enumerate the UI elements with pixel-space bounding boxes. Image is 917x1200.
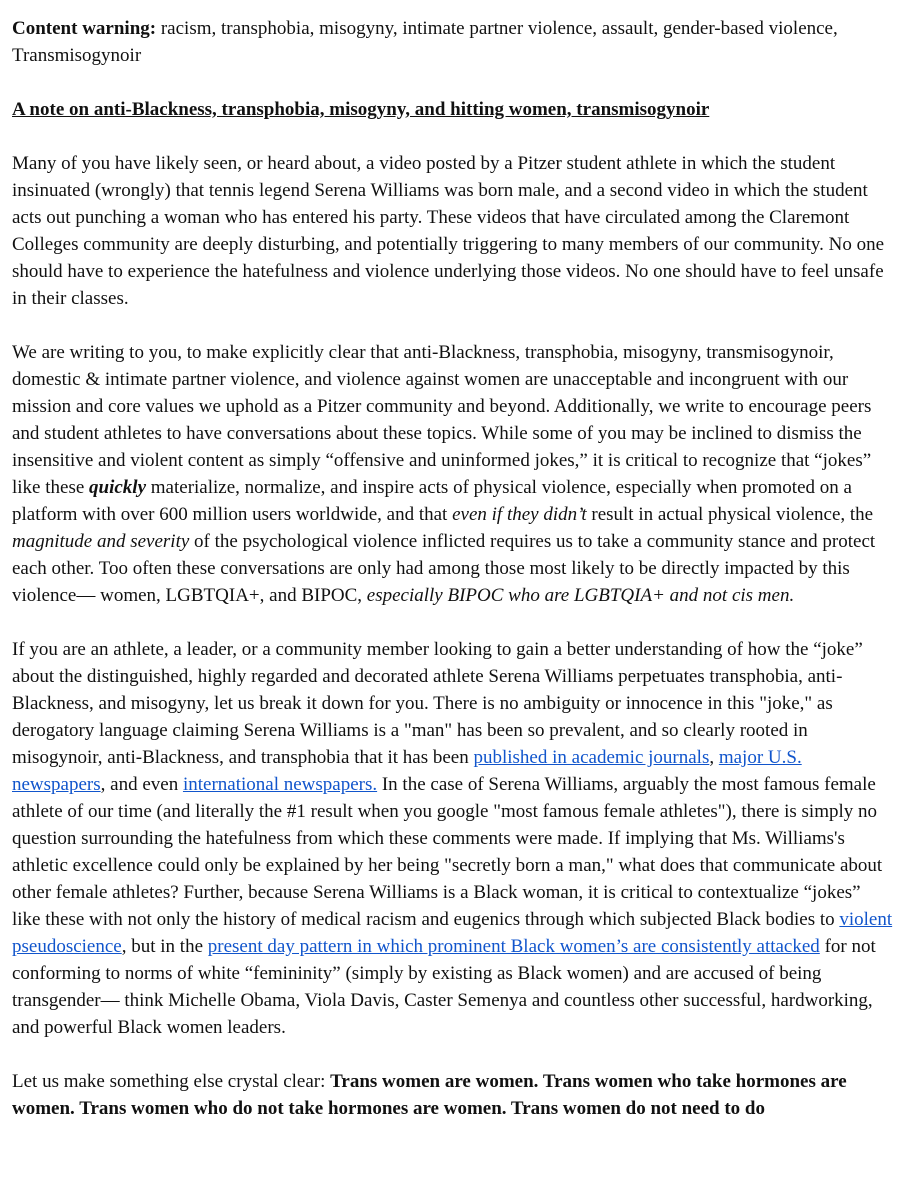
link-violent-pseudoscience[interactable]: violent pseudoscience — [12, 909, 893, 957]
explanation-text-2: , — [709, 747, 719, 768]
paragraph-explanation — [12, 636, 893, 1041]
stance-text-1: We are writing to you, to make explicitly clear that anti-Blackness, transphobia, misogyny, transmisogynoir, domestic & intimate partner violence, and violence against women are unacceptable and incongruent with our mission and core values we uphold as a Pitzer community and beyond. Additionally, we write to encourage peers and student athletes to have conversations about these topics. While some of you may be inclined to dismiss the insensitive and violent content as simply “offensive and uninformed jokes,” it is critical to recognize that “jokes” like these — [12, 342, 872, 498]
explanation-text-3: , and even — [100, 774, 183, 795]
stance-emphasis-quickly: quickly — [89, 477, 147, 498]
stance-text-3: result in actual physical violence, the — [586, 504, 874, 525]
trans-women-bold-statement: Trans women are women. Trans women who take hormones are women. Trans women who do not take hormones are women. Trans women do not need to do — [12, 1071, 847, 1119]
link-us-newspapers[interactable]: major U.S. newspapers — [12, 747, 802, 795]
explanation-text-1: If you are an athlete, a leader, or a community member looking to gain a better understanding of how the “joke” about the distinguished, highly regarded and decorated athlete Serena Williams perpetuates transphobia, anti-Blackness, and misogyny, let us break it down for you. There is no ambiguity or innocence in this "joke," as derogatory language claiming Serena Williams is a "man" has been so prevalent, and so clearly rooted in misogynoir, anti-Blackness, and transphobia that it has been — [12, 639, 863, 768]
explanation-text-5: , but in the — [121, 936, 208, 957]
paragraph-stance — [12, 339, 893, 609]
content-warning — [12, 15, 893, 69]
stance-emphasis-magnitude: magnitude and severity — [12, 531, 190, 552]
stance-text-4: of the psychological violence inflicted requires us to take a community stance and protect each other. Too often these conversations are only had among those most likely to be directly impacted by this violence— women, LGBTQIA+, and BIPOC, — [12, 531, 876, 606]
content-warning-label: Content warning: — [12, 18, 157, 39]
paragraph-trans-women — [12, 1068, 893, 1122]
link-academic-journals[interactable]: published in academic journals — [473, 747, 710, 768]
link-international-newspapers[interactable]: international newspapers. — [182, 774, 378, 795]
link-present-day-pattern[interactable]: present day pattern in which prominent Black women’s are consistently attacked — [207, 936, 820, 957]
stance-emphasis-bipoc: especially BIPOC who are LGBTQIA+ and not cis men. — [366, 585, 795, 606]
trans-women-text: Let us make something else crystal clear: — [12, 1071, 331, 1092]
stance-emphasis-even-if: even if they didn’t — [452, 504, 587, 525]
stance-text-2: materialize, normalize, and inspire acts of physical violence, especially when promoted on a platform with over 600 million users worldwide, and that — [12, 477, 852, 525]
explanation-text-4: In the case of Serena Williams, arguably the most famous female athlete of our time (and literally the #1 result when you google "most famous female athletes"), there is simply no question surrounding the hatefulness from which these comments were made. If implying that Ms. Williams's athletic excellence could only be explained by her being "secretly born a man," what does that communicate about other female athletes? Further, because Serena Williams is a Black woman, it is critical to contextualize “jokes” like these with not only the history of medical racism and eugenics through which subjected Black bodies to — [12, 774, 883, 930]
content-warning-text: racism, transphobia, misogyny, intimate partner violence, assault, gender-based violence, Transmisogynoir — [12, 18, 838, 66]
explanation-text-6: for not conforming to norms of white “femininity” (simply by existing as Black women) and are accused of being transgender— think Michelle Obama, Viola Davis, Caster Semenya and countless other successful, hardworking, and powerful Black women leaders. — [12, 936, 876, 1038]
note-heading: A note on anti-Blackness, transphobia, misogyny, and hitting women, transmisogynoir — [12, 99, 710, 120]
paragraph-intro: Many of you have likely seen, or heard about, a video posted by a Pitzer student athlete in which the student insinuated (wrongly) that tennis legend Serena Williams was born male, and a second video in which the student acts out punching a woman who has entered his party. These videos that have circulated among the Claremont Colleges community are deeply disturbing, and potentially triggering to many members of our community. No one should have to experience the hatefulness and violence underlying those videos. No one should have to feel unsafe in their classes. — [12, 153, 885, 309]
